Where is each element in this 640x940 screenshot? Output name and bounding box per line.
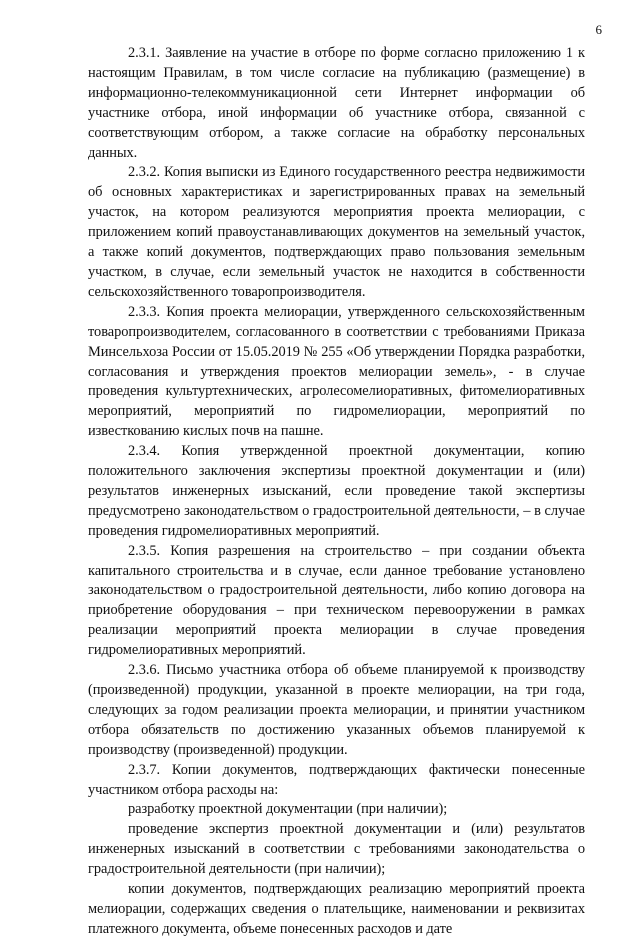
paragraph-2-3-7: 2.3.7. Копии документов, подтверждающих фактически понесенные участником отбора расходы на: xyxy=(88,761,585,798)
paragraph-2-3-6: 2.3.6. Письмо участника отбора об объеме планируемой к производству (произведенной) продукции, указанной в проекте мелиорации, на три года, следующих за годом реализации проекта мелиорации, и принятии участником отбора обязательств по достижению указанных объемов планируемой к производству (произведенной) продукции. xyxy=(88,662,585,758)
paragraph-2-3-3: 2.3.3. Копия проекта мелиорации, утвержденного сельскохозяйственным товаропроизводителем, согласованного в соответствии с требованиями Приказа Минсельхоза России от 15.05.2019 № 255 «Об утверждении Порядка разработки, согласования и утверждения проектов мелиорации земель», - в случае проведения культуртехнических, агролесомелиоративных, фитомелиоративных мероприятий, мероприятий по гидромелиорации, мероприятий по известкованию кислых почв на пашне. xyxy=(88,303,585,440)
list-item-expertise: проведение экспертиз проектной документации и (или) результатов инженерных изысканий в соответствии с требованиями законодательства о градостроительной деятельности (при наличии); xyxy=(88,821,585,878)
paragraph-2-3-1: 2.3.1. Заявление на участие в отборе по форме согласно приложению 1 к настоящим Правилам, в том числе согласие на публикацию (размещение) в информационно-телекоммуникационной сети Интернет информации об участнике отбора, иной информации об участнике отбора, связанной с соответствующим отбором, а также согласие на обработку персональных данных. xyxy=(88,45,585,161)
list-item-project-documentation: разработку проектной документации (при наличии); xyxy=(128,801,448,818)
page-number: 6 xyxy=(595,22,602,37)
paragraph-2-3-4: 2.3.4. Копия утвержденной проектной документации, копию положительного заключения экспертизы проектной документации и (или) результатов инженерных изысканий, если проведение такой экспертизы предусмотрено законодательством о градостроительной деятельности, – в случае проведения гидромелиоративных мероприятий. xyxy=(88,443,585,539)
paragraph-2-3-2: 2.3.2. Копия выписки из Единого государственного реестра недвижимости об основных характеристиках и зарегистрированных правах на земельный участок, на котором реализуются мероприятия проекта мелиорации, с приложением копий правоустанавливающих документов на земельный участок, а также копий документов, подтверждающих право пользования земельным участком, в случае, если земельный участок не находится в собственности сельскохозяйственного товаропроизводителя. xyxy=(88,164,585,300)
document-body xyxy=(88,44,585,940)
paragraph-2-3-5: 2.3.5. Копия разрешения на строительство – при создании объекта капитального строительства и в случае, если данное требование установлено законодательством о градостроительной деятельности, либо копию договора на приобретение оборудования – при техническом перевооружении в рамках реализации мероприятий проекта мелиорации в случае проведения гидромелиоративных мероприятий. xyxy=(88,542,585,659)
list-item-payment-documents: копии документов, подтверждающих реализацию мероприятий проекта мелиорации, содержащих сведения о плательщике, наименовании и реквизитах платежного документа, объеме понесенных расходов и дате xyxy=(88,881,585,937)
